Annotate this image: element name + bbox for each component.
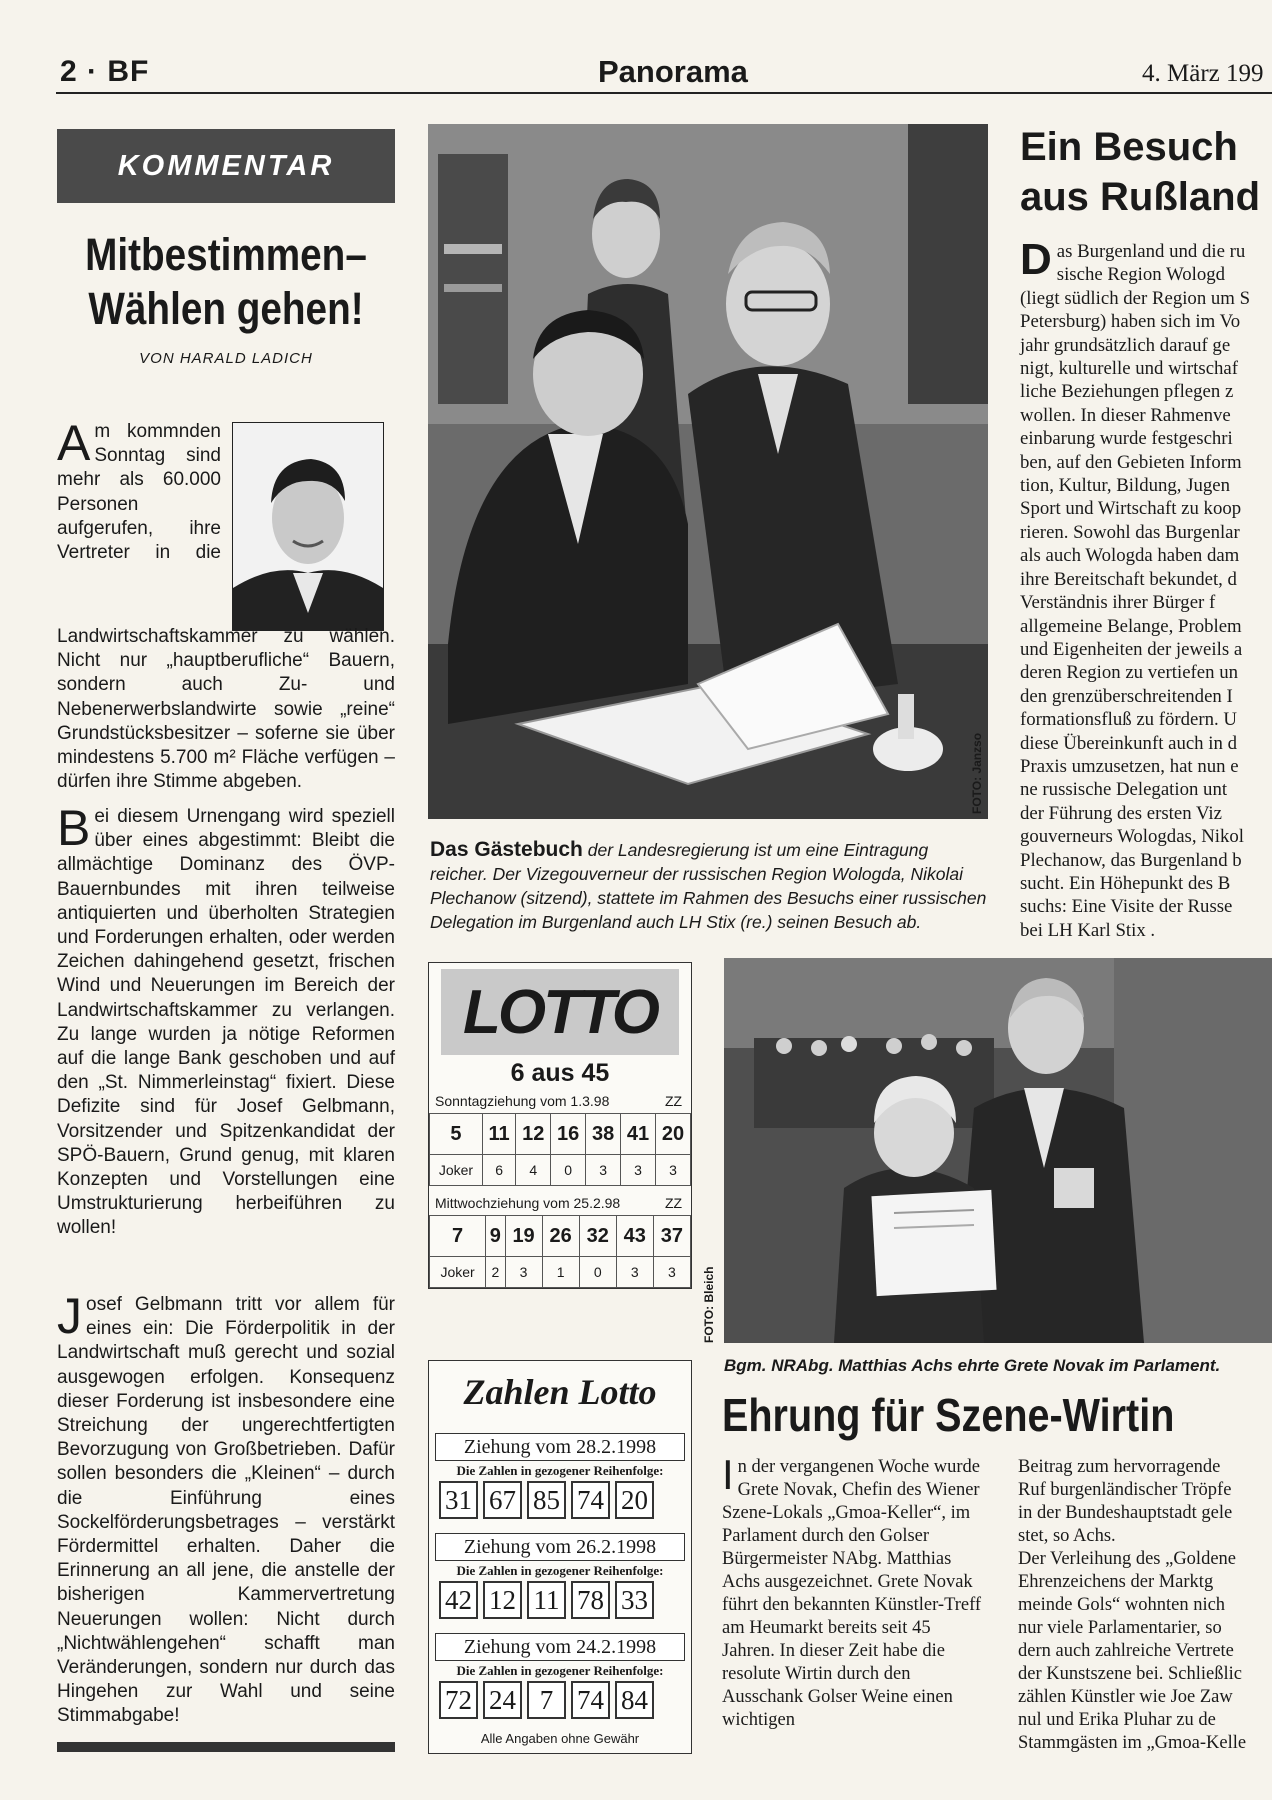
besuch-line: sische Region Wologd	[1056, 264, 1225, 286]
zahlenlotto-logo: Zahlen Lotto	[463, 1372, 657, 1412]
zahlenlotto-numbers	[439, 1481, 654, 1519]
zahlenlotto-box	[428, 1360, 692, 1754]
column-end-rule	[57, 1742, 395, 1752]
besuch-line: ihre Bereitschaft bekundet, d	[1020, 568, 1237, 590]
ehrung-line: in der Bundeshauptstadt gele	[1018, 1503, 1233, 1523]
besuch-line: jahr grundsätzlich darauf ge	[1020, 334, 1231, 356]
lotto-number: 9	[486, 1216, 505, 1257]
ehrung-line: Beitrag zum hervorragende	[1018, 1457, 1221, 1477]
joker-digit: 1	[542, 1257, 579, 1288]
draw1-table	[429, 1113, 691, 1186]
besuch-line: (liegt südlich der Region um S	[1020, 287, 1251, 309]
ehrung-column-2	[1018, 1456, 1272, 1755]
zahlenlotto-number: 84	[615, 1681, 654, 1719]
kommentar-para-3: Josef Gelbmann tritt vor allem für eines ein: Die Förderpolitik in der Landwirtschaft muß gerecht und sozial ausgewogen erfolgen. Konsequenz dieser Forderung ist insbesondere eine Streichung der ungerechtfertigten Bevorzugung von Großbetrieben. Dafür sollen besonders die „Kleinen“ – durch die Einführung eines Sockelförderungsbetrages – verstärkt Fördermittel erhalten. Daher die Erinnerung an all jene, die anstelle der bisherigen Kammervertretung Neuerungen wollen: Nicht durch „Nichtwählengehen“ schafft man Veränderungen, sondern nur durch das Hingehen zur Wahl und seine Stimmabgabe!	[57, 1288, 395, 1727]
joker-digit: 3	[621, 1155, 656, 1186]
zahlenlotto-number: 78	[571, 1581, 610, 1619]
guestbook-caption: Das Gästebuch der Landesregierung ist um eine Eintragung reicher. Der Vizegouverneur der russischen Region Wologda, Nikolai Plechanow (sitzend), stattete im Rahmen des Besuchs einer russischen Delegation im Burgenland auch LH Stix (re.) seinen Besuch ab.	[430, 838, 987, 932]
lotto-number: 5	[430, 1114, 483, 1155]
ehrung-line: dern auch zahlreiche Vertrete	[1018, 1641, 1234, 1661]
besuch-line: Petersburg) haben sich im Vo	[1020, 311, 1241, 333]
lotto-number: 37	[653, 1216, 690, 1257]
besuch-line: liche Beziehungen pflegen z	[1020, 381, 1234, 403]
zahlenlotto-number: 74	[571, 1481, 610, 1519]
besuch-line: rieren. Sowohl das Burgenlar	[1020, 521, 1240, 543]
honour-caption: Bgm. NRAbg. Matthias Achs ehrte Grete Novak im Parlament.	[724, 1356, 1221, 1375]
besuch-line: nigt, kulturelle und wirtschaf	[1020, 358, 1239, 380]
besuch-line: als auch Wologda haben dam	[1020, 545, 1240, 567]
lotto-subtitle: 6 aus 45	[510, 1059, 610, 1087]
zahlenlotto-disclaimer: Alle Angaben ohne Gewähr	[480, 1731, 640, 1746]
ehrung-headline: Ehrung für Szene-Wirtin	[722, 1389, 1175, 1441]
kommentar-label: KOMMENTAR	[57, 129, 395, 203]
joker-digit: 3	[653, 1257, 690, 1288]
besuch-line: gouverneurs Wologdas, Nikol	[1020, 826, 1245, 848]
besuch-line: deren Region zu vertiefen un	[1020, 662, 1238, 684]
joker-digit: 4	[516, 1155, 551, 1186]
kommentar-headline: Mitbestimmen– Wählen gehen!	[85, 229, 367, 334]
draw2-table	[429, 1215, 691, 1288]
issue-date: 4. März 199	[1142, 60, 1264, 87]
page-number: 2 · BF	[60, 55, 150, 88]
besuch-line: der Führung des ersten Viz	[1020, 802, 1222, 824]
ehrung-line: Ruf burgenländischer Tröpfe	[1018, 1480, 1232, 1500]
photo-credit: FOTO: Janzso	[970, 732, 984, 814]
lotto-number: 16	[551, 1114, 586, 1155]
zahlenlotto-number: 12	[483, 1581, 522, 1619]
draw2-label: Mittwochziehung vom 25.2.98	[435, 1195, 621, 1211]
zahlenlotto-numbers	[439, 1581, 654, 1619]
besuch-line: Verständnis ihrer Bürger f	[1020, 592, 1216, 614]
besuch-line: den grenzüberschreitenden I	[1020, 685, 1233, 707]
zahlenlotto-number: 72	[439, 1681, 478, 1719]
lotto-number: 20	[656, 1114, 691, 1155]
lotto-number: 12	[516, 1114, 551, 1155]
besuch-line: tion, Kultur, Bildung, Jugen	[1020, 475, 1231, 497]
zahlenlotto-draw-date: Ziehung vom 28.2.1998	[435, 1433, 685, 1461]
ehrung-line: zählen Künstler wie Joe Zaw	[1018, 1687, 1233, 1707]
lotto-number: 38	[586, 1114, 621, 1155]
joker-digit: 3	[505, 1257, 542, 1288]
kommentar-para-1: Am kommnden Sonntag sind mehr als 60.000 Personen aufgerufen, ihre Vertreter in die Landwirtschaftskammer zu wählen. Nicht nur „hauptberufliche“ Bauern, sondern auch Zu- und Nebenerwerbslandwirte sowie „reine“ Grundstücksbesitzer – soferne sie über mindestens 5.700 m² Fläche verfügen – dürfen ihre Stimme abgeben.	[57, 415, 395, 793]
zahlenlotto-numbers	[439, 1681, 654, 1719]
besuch-line: diese Übereinkunft auch in d	[1020, 732, 1237, 754]
zahlenlotto-draw-note: Die Zahlen in gezogener Reihenfolge:	[456, 1563, 664, 1578]
zahlenlotto-number: 7	[527, 1681, 566, 1719]
ehrung-line: Stammgästen im „Gmoa-Kelle	[1018, 1733, 1247, 1753]
besuch-line: as Burgenland und die ru	[1056, 241, 1246, 262]
joker-digit: 0	[551, 1155, 586, 1186]
lotto-number: 26	[542, 1216, 579, 1257]
zahlenlotto-number: 20	[615, 1481, 654, 1519]
besuch-line: Sport und Wirtschaft zu koop	[1020, 498, 1242, 520]
joker-label: Joker	[430, 1257, 486, 1288]
zahlenlotto-draw-note: Die Zahlen in gezogener Reihenfolge:	[456, 1463, 664, 1478]
besuch-line: ne russische Delegation unt	[1020, 779, 1228, 801]
joker-digit: 3	[586, 1155, 621, 1186]
besuch-line: und Eigenheiten der jeweils a	[1020, 638, 1243, 660]
honour-photo	[702, 958, 1272, 1343]
besuch-line: ben, auf den Gebieten Inform	[1020, 451, 1242, 473]
lotto-number: 41	[621, 1114, 656, 1155]
zahlenlotto-number: 67	[483, 1481, 522, 1519]
besuch-body: D as Burgenland und die ru sische Region Wologd (liegt südlich der Region um S Petersburg) haben sich im Vo jahr grundsätzlich darauf ge nigt, kulturelle und wirtschaf liche Beziehungen pflegen z wollen. In dieser Rahmenve einbarung wurde festgeschri ben, auf den Gebieten Inform tion, Kultur, Bildung, Jugen Sport und Wirtschaft zu koop rieren. Sowohl das Burgenlar als auch Wologda haben dam ihre Bereitschaft bekundet, d Verständnis ihrer Bürger f allgemeine Belange, Problem und Eigenheiten der jeweils a deren Region zu vertiefen un den grenzüberschreitenden I formationsfluß zu fördern. U diese Übereinkunft auch in d Praxis umzusetzen, hat nun e ne russische Delegation unt der Führung des ersten Viz gouverneurs Wologdas, Nikol Plechanow, das Burgenland b sucht. Ein Höhepunkt des B suchs: Eine Visite der Russe bei LH Karl Stix .	[1020, 240, 1272, 942]
joker-label: Joker	[430, 1155, 483, 1186]
draw2-zz: ZZ	[665, 1195, 683, 1211]
ehrung-line: Ehrenzeichens der Marktg	[1018, 1572, 1214, 1592]
kommentar-author: VON HARALD LADICH	[139, 350, 313, 367]
ehrung-column-1: In der vergangenen Woche wurde Grete Novak, Chefin des Wiener Szene-Lokals „Gmoa-Keller“, im Parlament durch den Golser Bürgermeister NAbg. Matthias Achs ausgezeichnet. Grete Novak führt den bekannten Künstler-Treff am Heumarkt bereits seit 45 Jahren. In dieser Zeit habe die resolute Wirtin durch den Ausschank Golser Weine einen wichtigen	[722, 1451, 982, 1730]
draw1-zz: ZZ	[665, 1093, 683, 1109]
zahlenlotto-number: 42	[439, 1581, 478, 1619]
besuch-headline: Ein Besuch aus Rußland	[1020, 125, 1261, 219]
kommentar-para-2: Bei diesem Urnengang wird speziell über eines abgestimmt: Bleibt die allmächtige Dominanz des ÖVP-Bauernbundes mit ihren teilweise antiquierten und überholten Strategien und Forderungen erhalten, oder werden Zeichen dahingehend gesetzt, frischen Wind und Neuerungen im Bereich der Landwirtschaftskammer zu verlangen. Zu lange wurden ja nötige Reformen auf die lange Bank geschoben und auf den „St. Nimmerleinstag“ fixiert. Diese Defizite sind für Josef Gelbmann, Vorsitzender und Spitzenkandidat der SPÖ-Bauern, Grund genug, mit klaren Konzepten und Vorstellungen eine Umstrukturierung herbeiführen zu wollen!	[57, 800, 395, 1239]
ehrung-line: meinde Gols“ wohnten nich	[1018, 1595, 1226, 1615]
joker-digit: 0	[579, 1257, 616, 1288]
draw1-label: Sonntagziehung vom 1.3.98	[435, 1093, 610, 1109]
joker-digit: 2	[486, 1257, 505, 1288]
besuch-line: Plechanow, das Burgenland b	[1020, 849, 1242, 871]
lotto-number: 7	[430, 1216, 486, 1257]
lotto-box	[428, 962, 692, 1289]
besuch-line: wollen. In dieser Rahmenve	[1020, 404, 1231, 426]
zahlenlotto-number: 24	[483, 1681, 522, 1719]
ehrung-line: der Kunstszene bei. Schließlic	[1018, 1664, 1242, 1684]
section-title: Panorama	[598, 54, 748, 89]
lotto-logo: LOTTO	[441, 969, 679, 1055]
joker-digit: 3	[616, 1257, 653, 1288]
zahlenlotto-number: 11	[527, 1581, 566, 1619]
ehrung-line: Der Verleihung des „Goldene	[1018, 1549, 1236, 1569]
besuch-line: suchs: Eine Visite der Russe	[1020, 896, 1233, 918]
besuch-line: formationsfluß zu fördern. U	[1020, 709, 1237, 731]
zahlenlotto-draw-note: Die Zahlen in gezogener Reihenfolge:	[456, 1663, 664, 1678]
joker-digit: 3	[656, 1155, 691, 1186]
joker-digit: 6	[482, 1155, 515, 1186]
lotto-number: 43	[616, 1216, 653, 1257]
header-rule	[56, 92, 1272, 94]
lotto-number: 11	[482, 1114, 515, 1155]
zahlenlotto-draw-date: Ziehung vom 24.2.1998	[435, 1633, 685, 1661]
zahlenlotto-number: 31	[439, 1481, 478, 1519]
zahlenlotto-number: 74	[571, 1681, 610, 1719]
lotto-photo-credit: FOTO: Bleich	[702, 1266, 716, 1343]
ehrung-line: nul und Erika Pluhar zu de	[1018, 1710, 1216, 1730]
lotto-number: 32	[579, 1216, 616, 1257]
zahlenlotto-number: 33	[615, 1581, 654, 1619]
guestbook-photo	[428, 124, 988, 819]
besuch-line: allgemeine Belange, Problem	[1020, 615, 1242, 637]
ehrung-line: stet, so Achs.	[1018, 1526, 1116, 1546]
besuch-line: bei LH Karl Stix .	[1020, 919, 1156, 941]
besuch-line: sucht. Ein Höhepunkt des B	[1020, 872, 1231, 894]
besuch-line: einbarung wurde festgeschri	[1020, 428, 1233, 450]
zahlenlotto-draw-date: Ziehung vom 26.2.1998	[435, 1533, 685, 1561]
besuch-line: Praxis umzusetzen, hat nun e	[1020, 755, 1239, 777]
lotto-number: 19	[505, 1216, 542, 1257]
ehrung-line: nur viele Parlamentarier, so	[1018, 1618, 1222, 1638]
zahlenlotto-number: 85	[527, 1481, 566, 1519]
